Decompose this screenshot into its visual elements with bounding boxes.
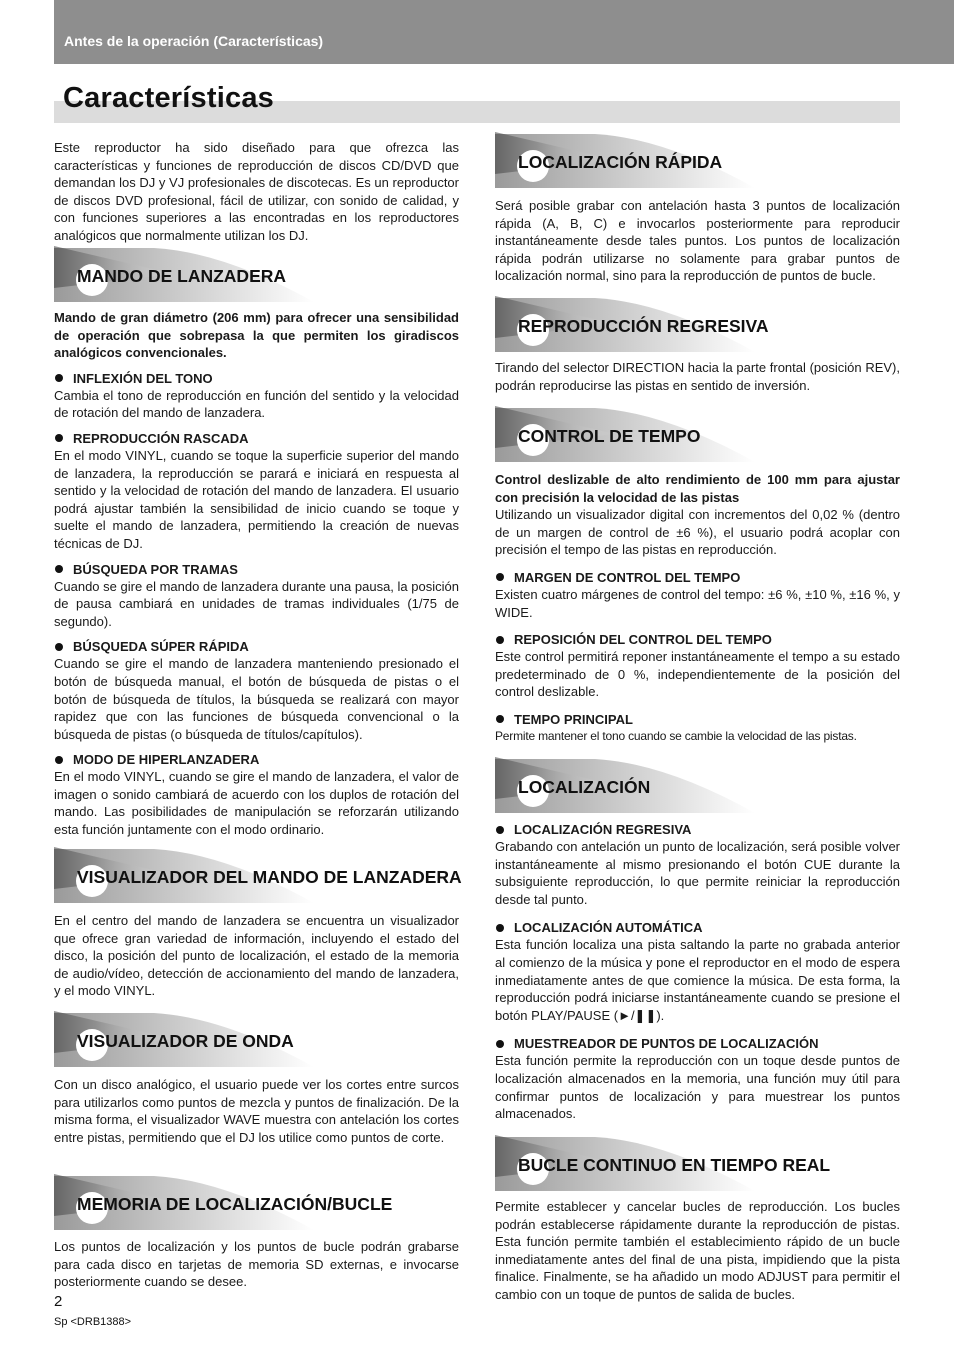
feature-title: REPOSICIÓN DEL CONTROL DEL TEMPO	[495, 631, 900, 648]
section-text: Permite establecer y cancelar bucles de reproducción. Los bucles podrán establecerse rápidamente durante la reproducción de pistas. Esta función permite también el establecimiento rápido de un bucle inmediatamente antes del final de una pista, impidiendo que la pista finalice. Finalmente, se ha añadido un modo ADJUST para permitir el cambio con un toque de puntos de salida de bucles.	[495, 1199, 900, 1302]
feature-title: MARGEN DE CONTROL DEL TEMPO	[495, 569, 900, 586]
document-code: Sp <DRB1388>	[54, 1316, 132, 1328]
feature-title: MODO DE HIPERLANZADERA	[54, 751, 459, 768]
section-heading	[495, 130, 900, 188]
section-title: VISUALIZADOR DE ONDA	[77, 1031, 294, 1051]
page-title: Características	[63, 82, 274, 114]
section-control-de-tempo	[495, 404, 900, 746]
feature-text: Esta función permite la reproducción con un toque desde puntos de localización almacenados en la memoria, una función muy útil para confirmar puntos de localización y para muestrear los puntos almacenados.	[495, 1053, 900, 1122]
section-title: BUCLE CONTINUO EN TIEMPO REAL	[518, 1155, 831, 1175]
section-heading	[54, 845, 462, 903]
section-visualizador-mando	[54, 845, 462, 1000]
bullet-icon	[496, 573, 504, 581]
section-heading	[495, 755, 900, 813]
feature-title: INFLEXIÓN DEL TONO	[54, 370, 459, 387]
feature-title: BÚSQUEDA SÚPER RÁPIDA	[54, 638, 459, 655]
section-heading	[495, 1133, 900, 1191]
section-heading	[54, 1009, 459, 1067]
section-memoria	[54, 1172, 459, 1291]
section-visualizador-onda	[54, 1009, 459, 1146]
feature-title: TEMPO PRINCIPAL	[495, 711, 900, 728]
section-heading	[495, 294, 900, 352]
section-text: Con un disco analógico, el usuario puede ver los cortes entre surcos para utilizarlos como puntos de mezcla y puntos de finalización. De la misma forma, el visualizador WAVE muestra con antelación los cortes entre pistas, permitiendo que el DJ los utilice como puntos de corte.	[54, 1077, 459, 1145]
feature-text: Esta función localiza una pista saltando la parte no grabada anterior al comienzo de la música y pone el reproductor en el modo de espera inmediatamente antes de que comience la música. De esta forma, la reproducción podrá iniciarse instantáneamente cuando se presione el botón PLAY/PAUSE (►/❚❚).	[495, 937, 900, 1023]
section-text: Será posible grabar con antelación hasta 3 puntos de localización rápida (A, B, C) e invocarlos posteriormente para reproducir instantáneamente desde tales puntos. Los puntos de localización rápida podrán utilizarse no solamente para grabar puntos de localización normal, sino para la reproducción de puntos de bucle.	[495, 198, 900, 284]
section-text: Utilizando un visualizador digital con incrementos del 0,02 % (dentro de un margen de control de ±6 %), el usuario podrá acoplar con precisión el tempo de las pistas en reproducción.	[495, 507, 900, 558]
feature-title: REPRODUCCIÓN RASCADA	[54, 430, 459, 447]
bullet-icon	[55, 565, 63, 573]
feature-title: LOCALIZACIÓN REGRESIVA	[495, 821, 900, 838]
section-title: VISUALIZADOR DEL MANDO DE LANZADERA	[77, 867, 462, 887]
section-title: MANDO DE LANZADERA	[77, 266, 287, 286]
feature-text: En el modo VINYL, cuando se toque la superficie superior del mando de lanzadera, la reproducción se parará e iniciará en respuesta al sentido y la velocidad de rotación del mando de lanzadera. El usuario podrá ajustar también la sensibilidad de inicio cuando se toque y suelte el mando de lanzadera, permitiendo la creación de nuevas técnicas de DJ.	[54, 447, 459, 551]
section-localizacion	[495, 755, 900, 1123]
section-title: LOCALIZACIÓN	[518, 777, 651, 797]
feature-title: MUESTREADOR DE PUNTOS DE LOCALIZACIÓN	[495, 1035, 900, 1052]
breadcrumb: Antes de la operación (Características)	[64, 33, 324, 49]
feature-text: En el modo VINYL, cuando se gire el mando de lanzadera, el valor de imagen o sonido cambiará de acuerdo con los duplos de rotación del mando. Las posibilidades de manipulación se reforzarán utilizando esta función juntamente con el modo ordinario.	[54, 769, 459, 838]
section-text: Tirando del selector DIRECTION hacia la parte frontal (posición REV), podrán reproducirse las pistas en sentido de inversión.	[495, 360, 900, 393]
section-bucle-continuo	[495, 1133, 900, 1304]
bullet-icon	[55, 374, 63, 382]
section-lead: Control deslizable de alto rendimiento de 100 mm para ajustar con precisión la velocidad de las pistas	[495, 472, 900, 505]
feature-text: Existen cuatro márgenes de control del tempo: ±6 %, ±10 %, ±16 %, y WIDE.	[495, 586, 900, 620]
bullet-icon	[496, 924, 504, 932]
bullet-icon	[496, 715, 504, 723]
feature-text: Grabando con antelación un punto de localización, será posible volver instantáneamente al mismo presionando el botón CUE durante la subsiguiente reproducción, lo que permite reiniciar la reproducción desde tal punto.	[495, 839, 900, 907]
section-title: CONTROL DE TEMPO	[518, 426, 701, 446]
section-title: MEMORIA DE LOCALIZACIÓN/BUCLE	[77, 1194, 393, 1214]
section-text: Los puntos de localización y los puntos de bucle podrán grabarse para cada disco en tarjetas de memoria SD externas, e invocarse posteriormente cuando se desee.	[54, 1239, 459, 1290]
section-lead: Mando de gran diámetro (206 mm) para ofrecer una sensibilidad de operación que sobrepasa la que permiten los giradiscos analógicos convencionales.	[54, 310, 459, 361]
feature-title: LOCALIZACIÓN AUTOMÁTICA	[495, 919, 900, 936]
section-localizacion-rapida	[495, 130, 900, 285]
bullet-icon	[55, 756, 63, 764]
bullet-icon	[55, 643, 63, 651]
feature-text: Cambia el tono de reproducción en función del sentido y la velocidad de rotación del mando de lanzadera.	[54, 387, 459, 421]
feature-text: Este control permitirá reponer instantáneamente el tempo a su estado predeterminado de 0 %, independientemente de la posición del control deslizable.	[495, 649, 900, 700]
bullet-icon	[496, 1040, 504, 1048]
intro-paragraph: Este reproductor ha sido diseñado para que ofrezca las características y funciones de reproducción de discos CD/DVD que demandan los DJ y VJ profesionales de discotecas. Es un reproductor de discos DVD profesional, fácil de utilizar, con sonido de calidad, y con funciones superiores a las encontradas en los reproductores analógicos que normalmente utilizan los DJ.	[54, 140, 459, 243]
section-heading	[54, 244, 459, 302]
feature-text: Permite mantener el tono cuando se cambie la velocidad de las pistas.	[495, 728, 857, 743]
section-reproduccion-regresiva	[495, 294, 900, 394]
section-heading	[495, 404, 900, 462]
section-text: En el centro del mando de lanzadera se encuentra un visualizador que ofrece gran variedad de información, incluyendo el estado del disco, la posición del punto de localización, el estado de la memoria de audio/vídeo, detección de accionamiento del mando de lanzadera, y el modo VINYL.	[54, 913, 459, 999]
section-title: REPRODUCCIÓN REGRESIVA	[518, 316, 769, 336]
bullet-icon	[496, 826, 504, 834]
feature-text: Cuando se gire el mando de lanzadera manteniendo presionado el botón de búsqueda manual, el botón de búsqueda de pistas o el botón de búsqueda de títulos, la búsqueda se realizará con mayor rapidez que con las funciones de búsqueda convencional o la búsqueda de pistas (o búsqueda de títulos/capítulos).	[54, 656, 459, 742]
bullet-icon	[55, 434, 63, 442]
section-mando-de-lanzadera	[54, 244, 459, 839]
feature-title: BÚSQUEDA POR TRAMAS	[54, 561, 459, 578]
header-band	[54, 0, 954, 64]
bullet-icon	[496, 636, 504, 644]
section-heading	[54, 1172, 459, 1230]
page-number: 2	[54, 1293, 63, 1310]
feature-text: Cuando se gire el mando de lanzadera durante una pausa, la posición de pausa cambiará en unidades de tramas individuales (1/75 de segundo).	[54, 578, 459, 629]
section-title: LOCALIZACIÓN RÁPIDA	[518, 152, 723, 172]
